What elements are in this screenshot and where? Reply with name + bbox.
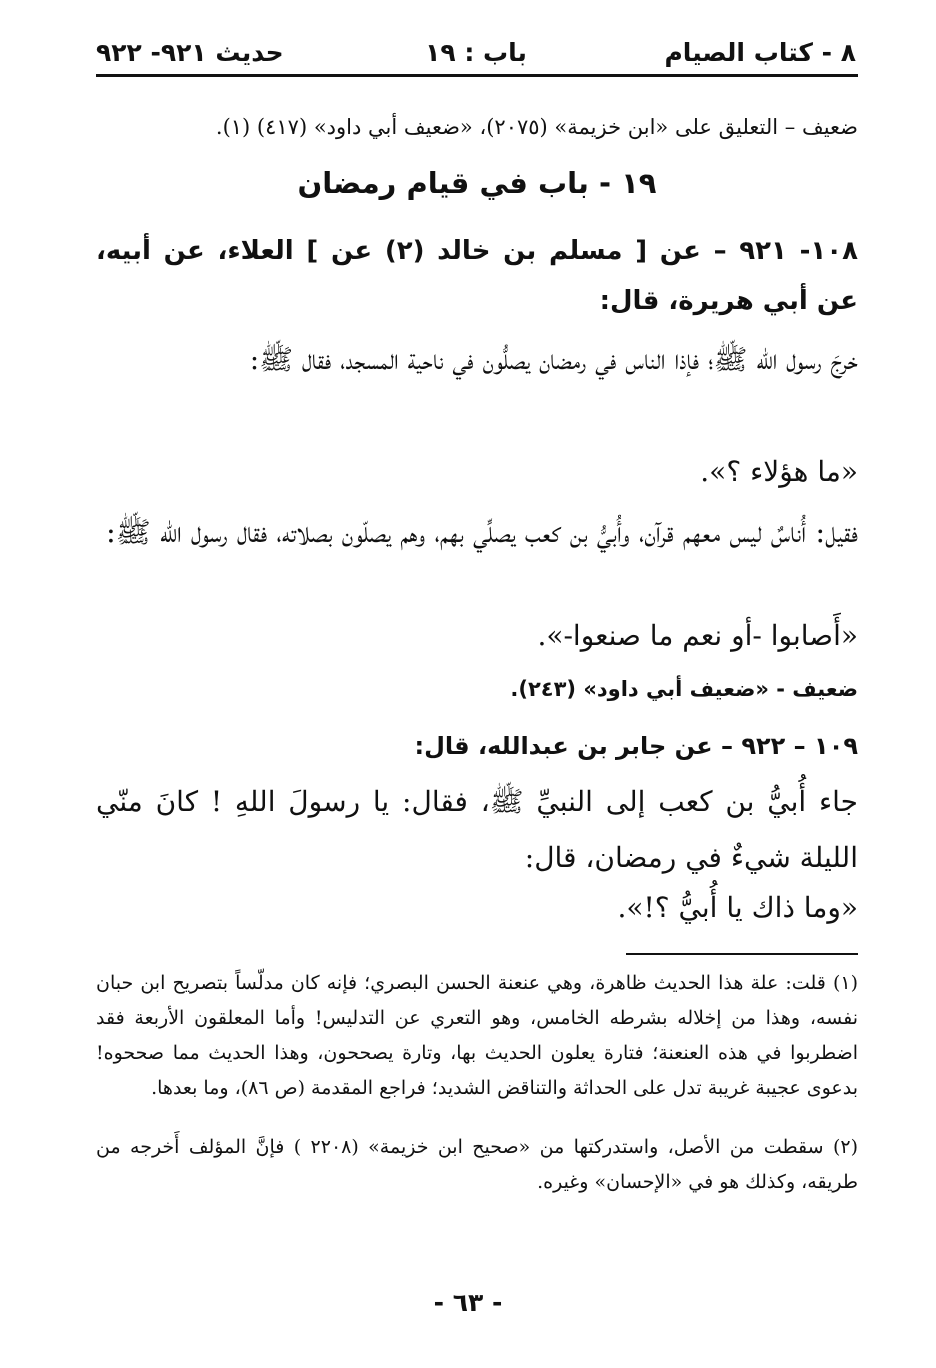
footnote-2: (٢) سقطت من الأصل، واستدركتها من «صحيح ابن خزيمة» (٢٢٠٨ ) فإنَّ المؤلف أَخرجه من طريقه، وكذلك هو في «الإحسان» وغيره. (96, 1136, 858, 1193)
hadith-108-line3: فقيل: أُناسٌ ليس معهم قرآن، وأُبيُّ بن كعب يصلِّي بهم، وهم يصلّون بصلاته، فقال رسول الله ﷺ: (106, 515, 858, 549)
hadith-109-line1: جاء أُبيُّ بن كعب إلى النبيِّ ﷺ، فقال: يا رسولَ اللهِ ! كانَ منّي الليلة شيءٌ في رمضان، قال: (96, 785, 858, 874)
hadith-108-grade: ضعيف - «ضعيف أبي داود» (٢٤٣). (510, 677, 858, 701)
hadith-109-isnad: ١٠٩ – ٩٢٢ – عن جابر بن عبدالله، قال: (414, 732, 858, 760)
hadith-108-isnad: ١٠٨- ٩٢١ – عن [ مسلم بن خالد (٢) عن ] العلاء، عن أبيه، عن أبي هريرة، قال: (96, 236, 858, 316)
hadith-109-line2: «وما ذاك يا أُبيُّ ؟!». (617, 891, 858, 924)
hadith-108-line2: «ما هؤلاء ؟». (700, 455, 858, 488)
hadith-108-line4: «أَصابوا -أو نعم ما صنعوا-». (537, 619, 858, 652)
chapter-title: ١٩ - باب في قيام رمضان (297, 166, 657, 200)
top-note: ضعيف – التعليق على «ابن خزيمة» (٢٠٧٥)، «ضعيف أبي داود» (٤١٧) (١). (215, 115, 858, 139)
header-chapter: باب : ١٩ (425, 37, 527, 67)
header-book-title: ٨ - كتاب الصيام (664, 37, 856, 67)
footnote-separator (626, 953, 858, 955)
running-header (96, 32, 856, 72)
footnote-1: (١) قلت: علة هذا الحديث ظاهرة، وهي عنعنة الحسن البصري؛ فإنه كان مدلّساً بتصريح ابن حبان نفسه، وهذا من إخلاله بشرطه الخامس، وهو التعري عن التدليس! وأما المعلقون الأربعة فقد اضطربوا في هذه العنعنة؛ فتارة يعلون الحديث بها، وتارة يصححون، وهذا الحديث مما صححوه! بدعوى عجيبة غريبة تدل على الحداثة والتناقض الشديد؛ فراجع المقدمة (ص ٨٦)، وما بعدها. (96, 972, 858, 1099)
hadith-108-line1: خرجَ رسول الله ﷺ؛ فإذا الناس في رمضان يصلُّون في ناحية المسجد، فقال ﷺ: (249, 343, 858, 376)
page-number: - ٦٣ - (433, 1288, 503, 1317)
header-hadith-range: حديث ٩٢١- ٩٢٢ (96, 37, 284, 67)
header-rule (96, 74, 858, 77)
